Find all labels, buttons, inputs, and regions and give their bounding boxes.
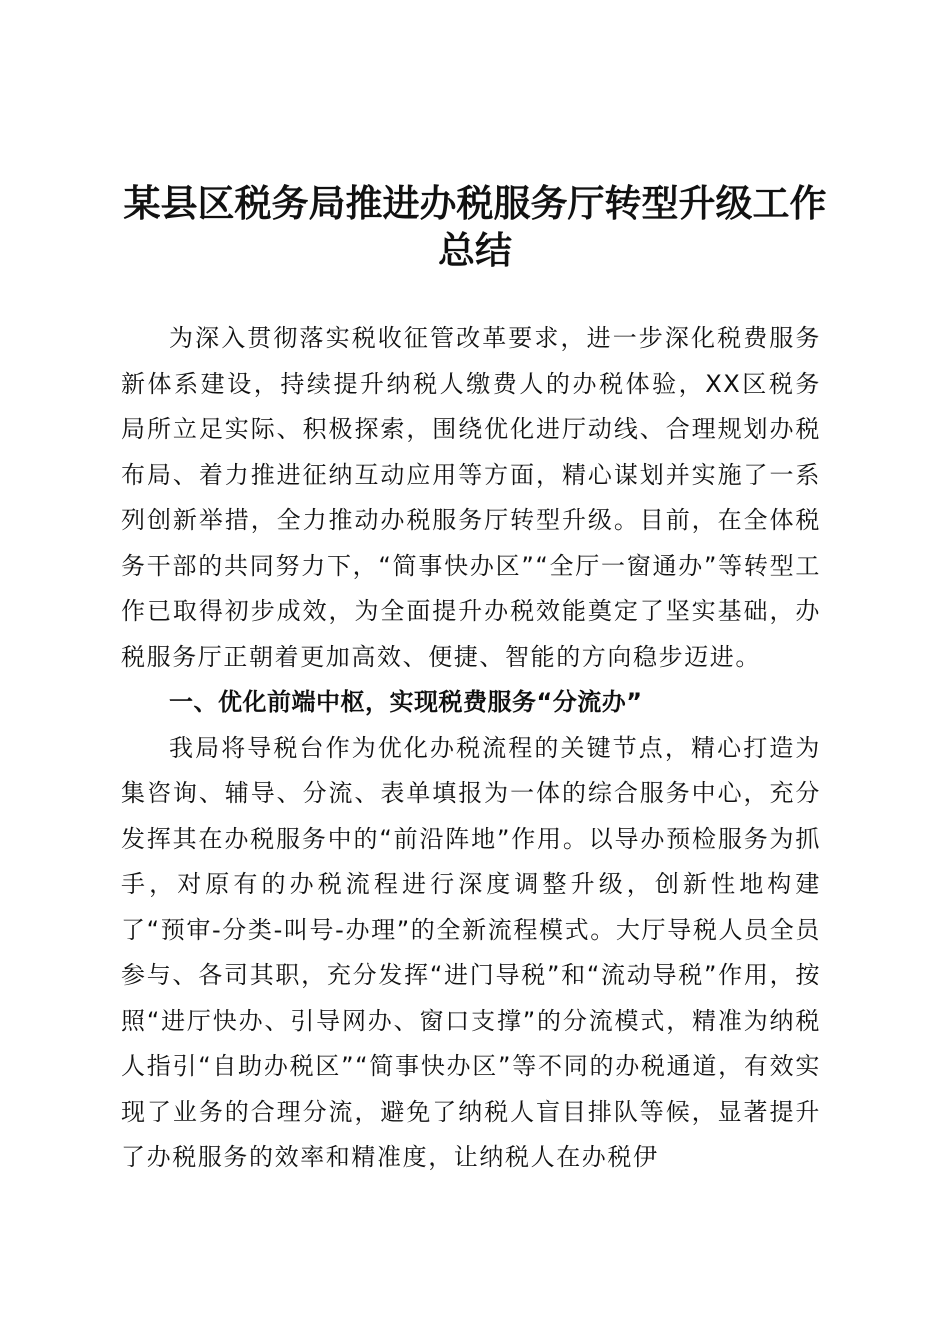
intro-paragraph: 为深入贯彻落实税收征管改革要求，进一步深化税费服务新体系建设，持续提升纳税人缴费人的办税体验，XX区税务局所立足实际、积极探索，围绕优化进厅动线、合理规划办税布局、着力推进征纳互动应用等方面，精心谋划并实施了一系列创新举措，全力推动办税服务厅转型升级。目前，在全体税务干部的共同努力下，“简事快办区”“全厅一窗通办”等转型工作已取得初步成效，为全面提升办税效能奠定了坚实基础，办税服务厅正朝着更加高效、便捷、智能的方向稳步迈进。: [121, 324, 821, 671]
section-heading-1: 一、优化前端中枢，实现税费服务“分流办”: [169, 688, 643, 716]
section-1-paragraph: 我局将导税台作为优化办税流程的关键节点，精心打造为集咨询、辅导、分流、表单填报为一体的综合服务中心，充分发挥其在办税服务中的“前沿阵地”作用。以导办预检服务为抓手，对原有的办税流程进行深度调整升级，创新性地构建了“预审-分类-叫号-办理”的全新流程模式。大厅导税人员全员参与、各司其职，充分发挥“进门导税”和“流动导税”作用，按照“进厅快办、引导网办、窗口支撑”的分流模式，精准为纳税人指引“自助办税区”“简事快办区”等不同的办税通道，有效实现了业务的合理分流，避免了纳税人盲目排队等候，显著提升了办税服务的效率和精准度，让纳税人在办税伊: [121, 733, 821, 1171]
document-body: [121, 316, 821, 1181]
document-title: 某县区税务局推进办税服务厅转型升级工作总结: [123, 181, 827, 272]
